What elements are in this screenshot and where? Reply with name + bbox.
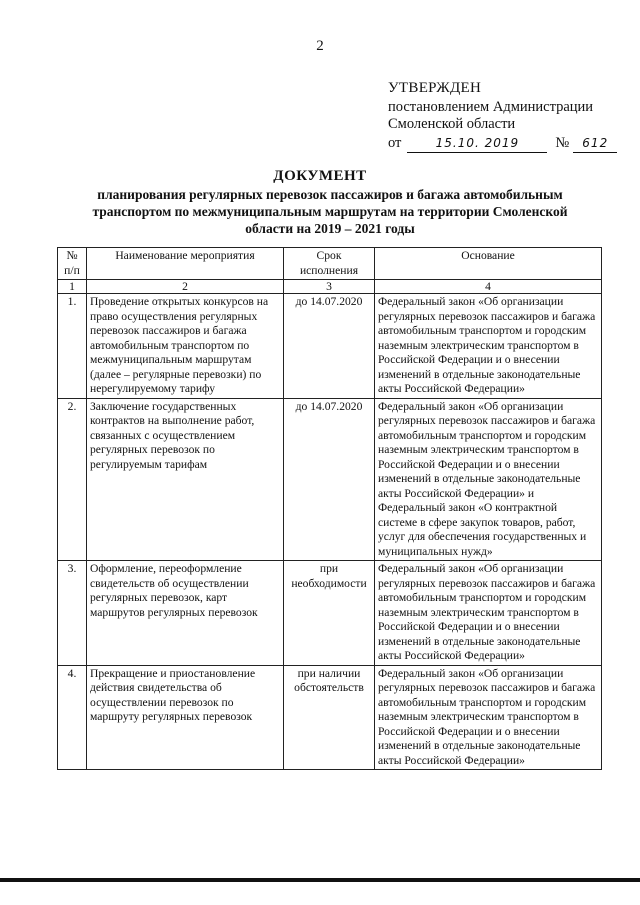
approval-line-1: постановлением Администрации — [388, 99, 594, 115]
approval-date-row — [388, 135, 617, 153]
row-term: при необходимости — [284, 561, 375, 666]
approval-date: 15.10. 2019 — [407, 135, 547, 153]
row-basis: Федеральный закон «Об организации регулярных перевозок пассажиров и багажа автомобильным транспортом и городским наземным электрическим транспортом в Российской Федерации и о внесении изменений в отдельные законодательные акты Российской Федерации» и Федеральный закон «О контрактной системе в сфере закупок товаров, работ, услуг для обеспечения государственных и муниципальных нужд» — [375, 398, 602, 561]
approval-number: 612 — [573, 135, 617, 153]
column-index: 4 — [375, 280, 602, 294]
document-subtitle: планирования регулярных перевозок пассажиров и багажа автомобильным транспортом по межмуниципальным маршрутам на территории Смоленской области на 2019 – 2021 годы — [92, 187, 568, 236]
column-index: 2 — [87, 280, 284, 294]
column-index: 1 — [58, 280, 87, 294]
table-row — [58, 294, 602, 399]
header-basis: Основание — [375, 248, 602, 280]
number-label: № — [555, 135, 570, 151]
table-header-row — [58, 248, 602, 280]
row-number: 3. — [58, 561, 87, 666]
header-activity: Наименование мероприятия — [87, 248, 284, 280]
row-basis: Федеральный закон «Об организации регулярных перевозок пассажиров и багажа автомобильным транспортом и городским наземным электрическим транспортом в Российской Федерации и о внесении изменений в отдельные законодательные акты Российской Федерации» — [375, 665, 602, 770]
document-title: ДОКУМЕНТ — [273, 168, 367, 184]
plan-table — [57, 247, 602, 770]
header-term: Срок исполнения — [284, 248, 375, 280]
header-number: № п/п — [58, 248, 87, 280]
row-number: 2. — [58, 398, 87, 561]
row-activity: Заключение государственных контрактов на выполнение работ, связанных с осуществлением регулярных перевозок по регулируемым тарифам — [87, 398, 284, 561]
row-activity: Проведение открытых конкурсов на право осуществления регулярных перевозок пассажиров и багажа автомобильным транспортом по межмуниципальным маршрутам (далее – регулярные перевозки) по нерегулируемому тарифу — [87, 294, 284, 399]
table-row — [58, 561, 602, 666]
page-number: 2 — [316, 38, 324, 54]
table-row — [58, 665, 602, 770]
approval-title: УТВЕРЖДЕН — [388, 80, 482, 96]
row-number: 1. — [58, 294, 87, 399]
column-number-row — [58, 280, 602, 294]
row-activity: Оформление, переоформление свидетельств об осуществлении регулярных перевозок, карт маршрутов регулярных перевозок — [87, 561, 284, 666]
row-term: до 14.07.2020 — [284, 294, 375, 399]
row-term: при наличии обстоятельств — [284, 665, 375, 770]
row-basis: Федеральный закон «Об организации регулярных перевозок пассажиров и багажа автомобильным транспортом и городским наземным электрическим транспортом в Российской Федерации и о внесении изменений в отдельные законодательные акты Российской Федерации» — [375, 294, 602, 399]
table-row — [58, 398, 602, 561]
approval-block — [388, 80, 617, 153]
page-bottom-border — [0, 878, 640, 882]
row-term: до 14.07.2020 — [284, 398, 375, 561]
from-label: от — [388, 135, 402, 151]
row-number: 4. — [58, 665, 87, 770]
column-index: 3 — [284, 280, 375, 294]
row-basis: Федеральный закон «Об организации регулярных перевозок пассажиров и багажа автомобильным транспортом и городским наземным электрическим транспортом в Российской Федерации и о внесении изменений в отдельные законодательные акты Российской Федерации» — [375, 561, 602, 666]
row-activity: Прекращение и приостановление действия свидетельства об осуществлении перевозок по маршруту регулярных перевозок — [87, 665, 284, 770]
approval-line-2: Смоленской области — [388, 116, 516, 132]
